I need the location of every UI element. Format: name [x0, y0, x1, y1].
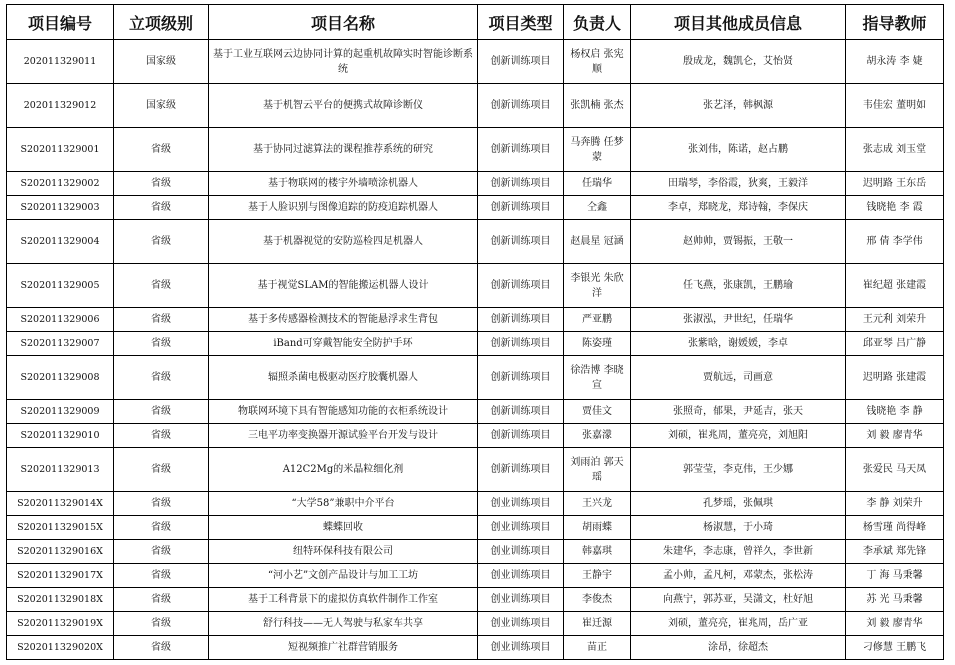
- teacher-cell: 刘 毅 廖青华: [846, 612, 944, 636]
- teacher-cell: 钱晓艳 李 静: [846, 400, 944, 424]
- project-name-cell: 短视频推广社群营销服务: [209, 636, 478, 660]
- project-name-cell: “大学58”兼职中介平台: [209, 492, 478, 516]
- project-type-cell: 创业训练项目: [478, 612, 564, 636]
- leader-cell: 马奔腾 任梦蒙: [564, 128, 631, 172]
- project-id-cell: S202011329019X: [7, 612, 114, 636]
- project-type-cell: 创新训练项目: [478, 332, 564, 356]
- project-type-cell: 创业训练项目: [478, 540, 564, 564]
- table-row: [7, 492, 944, 516]
- project-type-cell: 创新训练项目: [478, 448, 564, 492]
- table-row: [7, 400, 944, 424]
- teacher-cell: 苏 光 马秉馨: [846, 588, 944, 612]
- table-row: [7, 84, 944, 128]
- level-cell: 省级: [114, 492, 209, 516]
- project-name-cell: 物联网环境下具有智能感知功能的衣柜系统设计: [209, 400, 478, 424]
- project-id-cell: S202011329003: [7, 196, 114, 220]
- leader-cell: 张凯楠 张杰: [564, 84, 631, 128]
- project-name-cell: iBand可穿戴智能安全防护手环: [209, 332, 478, 356]
- header-leader: 负责人: [564, 5, 631, 40]
- table-row: [7, 332, 944, 356]
- leader-cell: 杨权启 张宪顺: [564, 40, 631, 84]
- table-row: [7, 612, 944, 636]
- members-cell: 杨淑慧，于小琦: [631, 516, 846, 540]
- project-id-cell: S202011329001: [7, 128, 114, 172]
- level-cell: 省级: [114, 424, 209, 448]
- project-name-cell: 基于工科背景下的虚拟仿真软件制作工作室: [209, 588, 478, 612]
- header-members: 项目其他成员信息: [631, 5, 846, 40]
- members-cell: 殷成龙，魏凯仑，艾怡贤: [631, 40, 846, 84]
- project-name-cell: 辐照杀菌电极驱动医疗胶囊机器人: [209, 356, 478, 400]
- leader-cell: 任瑞华: [564, 172, 631, 196]
- header-project-type: 项目类型: [478, 5, 564, 40]
- level-cell: 省级: [114, 308, 209, 332]
- project-type-cell: 创业训练项目: [478, 636, 564, 660]
- members-cell: 张艺泽，韩枫源: [631, 84, 846, 128]
- level-cell: 省级: [114, 172, 209, 196]
- project-id-cell: S202011329010: [7, 424, 114, 448]
- project-type-cell: 创新训练项目: [478, 128, 564, 172]
- header-project-id: 项目编号: [7, 5, 114, 40]
- teacher-cell: 丁 海 马秉馨: [846, 564, 944, 588]
- project-name-cell: 蝶蝶回收: [209, 516, 478, 540]
- table-row: [7, 636, 944, 660]
- project-id-cell: S202011329007: [7, 332, 114, 356]
- project-table: [6, 4, 944, 660]
- leader-cell: 徐浩博 李晓宣: [564, 356, 631, 400]
- project-type-cell: 创新训练项目: [478, 172, 564, 196]
- members-cell: 向燕宁，郭苏亚，吴潇文，杜好旭: [631, 588, 846, 612]
- members-cell: 李卓，郑晓龙，郑诗翰，李保庆: [631, 196, 846, 220]
- project-id-cell: S202011329013: [7, 448, 114, 492]
- table-body: [7, 40, 944, 660]
- project-id-cell: S202011329017X: [7, 564, 114, 588]
- project-id-cell: S202011329004: [7, 220, 114, 264]
- level-cell: 国家级: [114, 84, 209, 128]
- leader-cell: 赵晨星 冠涵: [564, 220, 631, 264]
- members-cell: 郭莹莹，李克伟，王少娜: [631, 448, 846, 492]
- leader-cell: 李银光 朱欣洋: [564, 264, 631, 308]
- teacher-cell: 李承斌 郑先锋: [846, 540, 944, 564]
- header-level: 立项级别: [114, 5, 209, 40]
- project-id-cell: S202011329002: [7, 172, 114, 196]
- level-cell: 省级: [114, 356, 209, 400]
- project-name-cell: 基于协同过滤算法的课程推荐系统的研究: [209, 128, 478, 172]
- project-id-cell: S202011329014X: [7, 492, 114, 516]
- project-name-cell: A12C2Mg的米晶粒细化剂: [209, 448, 478, 492]
- teacher-cell: 迟明路 张建霞: [846, 356, 944, 400]
- table-row: [7, 128, 944, 172]
- project-name-cell: 基于人脸识别与图像追踪的防疫追踪机器人: [209, 196, 478, 220]
- header-row: [7, 5, 944, 40]
- project-name-cell: 基于视觉SLAM的智能搬运机器人设计: [209, 264, 478, 308]
- table-row: [7, 264, 944, 308]
- table-row: [7, 172, 944, 196]
- project-type-cell: 创新训练项目: [478, 84, 564, 128]
- members-cell: 张淑泓，尹世纪，任瑞华: [631, 308, 846, 332]
- members-cell: 刘硕，董亮亮，崔兆周，岳广亚: [631, 612, 846, 636]
- teacher-cell: 刘 毅 廖青华: [846, 424, 944, 448]
- teacher-cell: 刁修慧 王鹏飞: [846, 636, 944, 660]
- header-teacher: 指导教师: [846, 5, 944, 40]
- teacher-cell: 王元利 刘荣升: [846, 308, 944, 332]
- project-id-cell: S202011329006: [7, 308, 114, 332]
- level-cell: 省级: [114, 220, 209, 264]
- members-cell: 孔梦瑶，张佩琪: [631, 492, 846, 516]
- teacher-cell: 邱亚琴 吕广静: [846, 332, 944, 356]
- level-cell: 省级: [114, 516, 209, 540]
- leader-cell: 韩嘉琪: [564, 540, 631, 564]
- project-name-cell: 基于工业互联网云边协同计算的起重机故障实时智能诊断系统: [209, 40, 478, 84]
- level-cell: 国家级: [114, 40, 209, 84]
- project-type-cell: 创业训练项目: [478, 492, 564, 516]
- project-id-cell: S202011329018X: [7, 588, 114, 612]
- teacher-cell: 崔纪超 张建霞: [846, 264, 944, 308]
- project-type-cell: 创新训练项目: [478, 356, 564, 400]
- table-row: [7, 564, 944, 588]
- project-name-cell: 基于物联网的楼宇外墙喷涂机器人: [209, 172, 478, 196]
- project-id-cell: 202011329012: [7, 84, 114, 128]
- project-type-cell: 创新训练项目: [478, 400, 564, 424]
- table-row: [7, 220, 944, 264]
- project-type-cell: 创新训练项目: [478, 264, 564, 308]
- teacher-cell: 迟明路 王东岳: [846, 172, 944, 196]
- members-cell: 朱建华，李志康，曾祥久，李世新: [631, 540, 846, 564]
- project-name-cell: 基于机智云平台的便携式故障诊断仪: [209, 84, 478, 128]
- project-name-cell: 基于机器视觉的安防巡检四足机器人: [209, 220, 478, 264]
- leader-cell: 严亚鹏: [564, 308, 631, 332]
- project-name-cell: “河小艺”文创产品设计与加工工坊: [209, 564, 478, 588]
- leader-cell: 刘雨泊 郭天瑶: [564, 448, 631, 492]
- table-row: [7, 448, 944, 492]
- leader-cell: 胡雨蝶: [564, 516, 631, 540]
- leader-cell: 崔迁源: [564, 612, 631, 636]
- leader-cell: 贾佳文: [564, 400, 631, 424]
- leader-cell: 王兴龙: [564, 492, 631, 516]
- project-id-cell: S202011329009: [7, 400, 114, 424]
- members-cell: 田瑞琴，李俗霞，狄爽，王毅洋: [631, 172, 846, 196]
- project-type-cell: 创新训练项目: [478, 308, 564, 332]
- teacher-cell: 韦佳宏 董明如: [846, 84, 944, 128]
- leader-cell: 张嘉濛: [564, 424, 631, 448]
- leader-cell: 李俊杰: [564, 588, 631, 612]
- leader-cell: 仝鑫: [564, 196, 631, 220]
- members-cell: 孟小帅，孟凡柯，邓蒙杰，张松涛: [631, 564, 846, 588]
- table-row: [7, 588, 944, 612]
- project-table-container: [6, 4, 944, 660]
- members-cell: 贾航远，司画意: [631, 356, 846, 400]
- teacher-cell: 张志成 刘玉堂: [846, 128, 944, 172]
- teacher-cell: 邢 倩 李学伟: [846, 220, 944, 264]
- project-id-cell: S202011329016X: [7, 540, 114, 564]
- members-cell: 张照奇，郁果，尹延吉，张天: [631, 400, 846, 424]
- table-row: [7, 516, 944, 540]
- header-project-name: 项目名称: [209, 5, 478, 40]
- leader-cell: 王静宇: [564, 564, 631, 588]
- project-type-cell: 创新训练项目: [478, 40, 564, 84]
- project-id-cell: 202011329011: [7, 40, 114, 84]
- table-row: [7, 308, 944, 332]
- project-type-cell: 创业训练项目: [478, 564, 564, 588]
- teacher-cell: 杨雪瑾 尚得峰: [846, 516, 944, 540]
- table-row: [7, 40, 944, 84]
- level-cell: 省级: [114, 564, 209, 588]
- level-cell: 省级: [114, 264, 209, 308]
- teacher-cell: 钱晓艳 李 霞: [846, 196, 944, 220]
- teacher-cell: 张爱民 马天凤: [846, 448, 944, 492]
- members-cell: 张紫晗，谢媛媛，李卓: [631, 332, 846, 356]
- level-cell: 省级: [114, 448, 209, 492]
- project-id-cell: S202011329020X: [7, 636, 114, 660]
- project-name-cell: 三电平功率变换器开源试验平台开发与设计: [209, 424, 478, 448]
- project-name-cell: 纽特环保科技有限公司: [209, 540, 478, 564]
- project-id-cell: S202011329008: [7, 356, 114, 400]
- project-id-cell: S202011329005: [7, 264, 114, 308]
- level-cell: 省级: [114, 612, 209, 636]
- project-type-cell: 创业训练项目: [478, 516, 564, 540]
- level-cell: 省级: [114, 400, 209, 424]
- level-cell: 省级: [114, 128, 209, 172]
- leader-cell: 苗正: [564, 636, 631, 660]
- table-row: [7, 540, 944, 564]
- level-cell: 省级: [114, 540, 209, 564]
- project-type-cell: 创业训练项目: [478, 588, 564, 612]
- project-name-cell: 基于多传感器检测技术的智能悬浮求生背包: [209, 308, 478, 332]
- project-type-cell: 创新训练项目: [478, 196, 564, 220]
- members-cell: 涂昂，徐超杰: [631, 636, 846, 660]
- level-cell: 省级: [114, 636, 209, 660]
- project-type-cell: 创新训练项目: [478, 220, 564, 264]
- members-cell: 任飞燕，张康凯，王鹏瑜: [631, 264, 846, 308]
- teacher-cell: 李 静 刘荣升: [846, 492, 944, 516]
- level-cell: 省级: [114, 588, 209, 612]
- project-type-cell: 创新训练项目: [478, 424, 564, 448]
- members-cell: 赵帅帅，贾锡振，王敬一: [631, 220, 846, 264]
- level-cell: 省级: [114, 196, 209, 220]
- leader-cell: 陈姿瑾: [564, 332, 631, 356]
- project-name-cell: 舒行科技——无人驾驶与私家车共享: [209, 612, 478, 636]
- table-row: [7, 356, 944, 400]
- teacher-cell: 胡永涛 李 婕: [846, 40, 944, 84]
- table-row: [7, 424, 944, 448]
- table-row: [7, 196, 944, 220]
- members-cell: 刘硕，崔兆周，董亮亮，刘旭阳: [631, 424, 846, 448]
- project-id-cell: S202011329015X: [7, 516, 114, 540]
- level-cell: 省级: [114, 332, 209, 356]
- members-cell: 张刘伟，陈诺，赵占鹏: [631, 128, 846, 172]
